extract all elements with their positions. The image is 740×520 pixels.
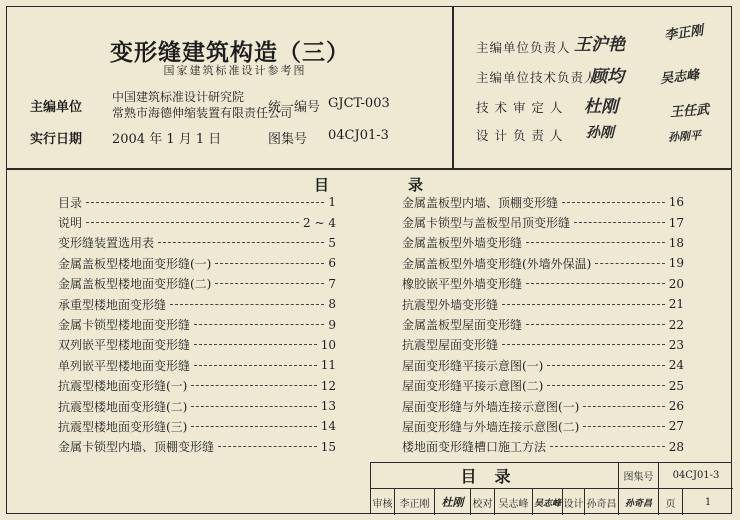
- toc-entry-page: 13: [320, 399, 336, 414]
- toc-entry[interactable]: [58, 314, 336, 334]
- toc-entry-page: 2 ~ 4: [303, 215, 336, 230]
- margin-signature-3: 王任武: [669, 102, 710, 121]
- toc-entry-page: 17: [668, 215, 684, 230]
- toc-entry[interactable]: [58, 376, 336, 396]
- atlas-number-label: 图集号: [268, 132, 308, 147]
- toc-entry-title: 双列嵌平型楼地面变形缝: [58, 338, 191, 353]
- unified-number: GJCT-003: [328, 96, 390, 111]
- toc-leader: [526, 283, 665, 284]
- toc-entry-page: 24: [668, 358, 684, 373]
- toc-entry[interactable]: [58, 335, 336, 355]
- toc-entry-page: 18: [668, 235, 684, 250]
- toc-entry-title: 变形缝装置选用表: [58, 236, 155, 251]
- editor-unit-label: 主编单位: [30, 100, 83, 115]
- toc-heading-right: 录: [408, 176, 424, 194]
- toc-entry-title: 说明: [58, 216, 83, 231]
- toc-leader: [526, 242, 665, 243]
- toc-entry[interactable]: [58, 396, 336, 416]
- toc-entry-title: 屋面变形缝平接示意图(一): [402, 358, 544, 373]
- design-name: 孙奇昌: [585, 489, 619, 515]
- effective-date-label: 实行日期: [30, 132, 83, 147]
- atlas-number-label-cell: 图集号: [619, 463, 659, 489]
- toc-entry-page: 28: [668, 439, 684, 454]
- review-label: 审核: [371, 489, 395, 515]
- header-divider-vertical: [452, 6, 454, 168]
- proof-signature: 吴志峰: [533, 489, 563, 515]
- toc-entry-page: 23: [668, 337, 684, 352]
- toc-entry-title: 金属卡锁型与盖板型吊顶变形缝: [402, 216, 571, 231]
- toc-entry-page: 26: [668, 399, 684, 414]
- toc-leader: [215, 283, 324, 284]
- toc-leader: [194, 324, 324, 325]
- toc-leader: [547, 365, 664, 366]
- toc-entry[interactable]: [58, 253, 336, 273]
- toc-entry-page: 14: [320, 419, 336, 434]
- toc-entry-title: 金属盖板型外墙变形缝(外墙外保温): [402, 256, 592, 271]
- toc-entry-page: 27: [668, 419, 684, 434]
- toc-entry-page: 20: [668, 276, 684, 291]
- toc-heading-left: 目: [314, 176, 330, 194]
- toc-entry[interactable]: [402, 314, 684, 334]
- toc-entry[interactable]: [58, 355, 336, 375]
- toc-entry-title: 抗震型屋面变形缝: [402, 338, 499, 353]
- editor-unit-1: 中国建筑标准设计研究院: [112, 90, 245, 104]
- atlas-subtitle: 国家建筑标准设计参考图: [163, 64, 307, 77]
- toc-entry[interactable]: [402, 355, 684, 375]
- toc-entry-title: 金属盖板型内墙、顶棚变形缝: [402, 195, 559, 210]
- page-label: 页: [659, 489, 683, 515]
- toc-entry-title: 楼地面变形缝槽口施工方法: [402, 440, 547, 455]
- toc-entry[interactable]: [402, 274, 684, 294]
- toc-entry-page: 9: [328, 317, 336, 332]
- toc-leader: [191, 406, 316, 407]
- toc-entry-page: 25: [668, 378, 684, 393]
- toc-leader: [502, 304, 665, 305]
- toc-entry-title: 橡胶嵌平型外墙变形缝: [402, 277, 523, 292]
- toc-entry-page: 19: [668, 256, 684, 271]
- toc-leader: [191, 385, 316, 386]
- toc-leader: [583, 406, 664, 407]
- toc-left-column: [58, 192, 336, 457]
- atlas-title: 变形缝建筑构造（三）: [110, 39, 350, 66]
- toc-entry-title: 金属盖板型外墙变形缝: [402, 236, 523, 251]
- toc-entry[interactable]: [402, 396, 684, 416]
- toc-entry-title: 抗震型楼地面变形缝(二): [58, 399, 188, 414]
- toc-leader: [502, 344, 665, 345]
- toc-entry-page: 7: [328, 276, 336, 291]
- toc-entry[interactable]: [402, 294, 684, 314]
- margin-signature-2: 吴志峰: [659, 67, 700, 87]
- title-block-title: 目录: [371, 463, 619, 489]
- design-signature: 孙奇昌: [619, 489, 659, 515]
- toc-right-column: [402, 192, 684, 457]
- toc-entry-page: 1: [328, 195, 336, 210]
- design-label: 设计: [563, 489, 585, 515]
- toc-entry-title: 单列嵌平型楼地面变形缝: [58, 358, 191, 373]
- toc-leader: [158, 242, 324, 243]
- toc-leader: [583, 426, 664, 427]
- toc-leader: [218, 446, 317, 447]
- toc-entry-title: 金属盖板型楼地面变形缝(一): [58, 256, 212, 271]
- sig-label-tech-lead: 主编单位技术负责人: [476, 70, 598, 85]
- toc-entry[interactable]: [58, 212, 336, 232]
- toc-leader: [194, 344, 317, 345]
- toc-entry-title: 目录: [58, 195, 83, 210]
- toc-leader: [547, 385, 664, 386]
- margin-signature-1: 李正刚: [663, 23, 705, 44]
- toc-entry-title: 抗震型楼地面变形缝(三): [58, 419, 188, 434]
- toc-entry[interactable]: [402, 253, 684, 273]
- toc-entry[interactable]: [58, 294, 336, 314]
- toc-entry-page: 6: [328, 256, 336, 271]
- editor-unit-2: 常熟市海德伸缩装置有限责任公司: [112, 106, 293, 120]
- header-divider-horizontal: [6, 168, 732, 170]
- toc-entry-page: 22: [668, 317, 684, 332]
- toc-entry[interactable]: [402, 192, 684, 212]
- toc-entry-title: 金属卡锁型楼地面变形缝: [58, 318, 191, 333]
- toc-leader: [562, 202, 665, 203]
- toc-leader: [86, 222, 299, 223]
- toc-leader: [526, 324, 665, 325]
- signature-tech-lead: 顾均: [590, 67, 624, 87]
- toc-entry-title: 金属盖板型屋面变形缝: [402, 318, 523, 333]
- proof-label: 校对: [471, 489, 495, 515]
- toc-entry-title: 金属盖板型楼地面变形缝(二): [58, 277, 212, 292]
- review-name: 李正刚: [395, 489, 435, 515]
- toc-leader: [191, 426, 316, 427]
- title-block: [370, 462, 732, 514]
- toc-entry[interactable]: [402, 437, 684, 457]
- atlas-number: 04CJ01-3: [328, 128, 389, 143]
- toc-entry-page: 11: [320, 358, 336, 373]
- toc-leader: [86, 202, 324, 203]
- toc-entry[interactable]: [58, 233, 336, 253]
- review-signature: 杜刚: [435, 489, 471, 515]
- toc-entry-page: 21: [668, 297, 684, 312]
- toc-entry-page: 8: [328, 297, 336, 312]
- toc-entry-title: 金属卡锁型内墙、顶棚变形缝: [58, 440, 215, 455]
- toc-entry-title: 屋面变形缝与外墙连接示意图(二): [402, 419, 580, 434]
- toc-entry-title: 抗震型楼地面变形缝(一): [58, 379, 188, 394]
- toc-entry-title: 抗震型外墙变形缝: [402, 297, 499, 312]
- toc-leader: [595, 263, 664, 264]
- toc-entry[interactable]: [402, 335, 684, 355]
- margin-signature-4: 孙刚平: [667, 128, 702, 145]
- signature-design-lead: 孙刚: [586, 125, 614, 141]
- toc-entry-title: 屋面变形缝平接示意图(二): [402, 379, 544, 394]
- toc-entry-page: 15: [320, 439, 336, 454]
- toc-leader: [550, 446, 665, 447]
- toc-entry-page: 12: [320, 378, 336, 393]
- toc-entry-page: 10: [320, 337, 336, 352]
- sig-label-reviewer: 技 术 审 定 人: [476, 100, 564, 115]
- toc-entry[interactable]: [402, 376, 684, 396]
- toc-entry-title: 承重型楼地面变形缝: [58, 297, 167, 312]
- toc-entry[interactable]: [402, 416, 684, 436]
- toc-entry-page: 5: [328, 235, 336, 250]
- toc-entry-page: 16: [668, 195, 684, 210]
- toc-leader: [194, 365, 317, 366]
- atlas-number-value-cell: 04CJ01-3: [659, 463, 733, 489]
- proof-name: 吴志峰: [495, 489, 533, 515]
- toc-entry[interactable]: [58, 274, 336, 294]
- toc-entry[interactable]: [58, 416, 336, 436]
- toc-entry[interactable]: [58, 192, 336, 212]
- toc-leader: [215, 263, 324, 264]
- signature-reviewer: 杜刚: [584, 97, 618, 117]
- effective-date: 2004 年 1 月 1 日: [112, 132, 222, 147]
- toc-leader: [170, 304, 324, 305]
- toc-entry[interactable]: [402, 233, 684, 253]
- toc-entry-title: 屋面变形缝与外墙连接示意图(一): [402, 399, 580, 414]
- unified-number-label: 统一编号: [268, 100, 321, 115]
- toc-leader: [574, 222, 665, 223]
- sig-label-chief-unit: 主编单位负责人: [476, 40, 571, 55]
- toc-entry[interactable]: [402, 212, 684, 232]
- page-value: 1: [704, 496, 712, 508]
- sig-label-design-lead: 设 计 负 责 人: [476, 128, 564, 143]
- toc-entry[interactable]: [58, 437, 336, 457]
- signature-chief-unit: 王沪艳: [574, 35, 625, 55]
